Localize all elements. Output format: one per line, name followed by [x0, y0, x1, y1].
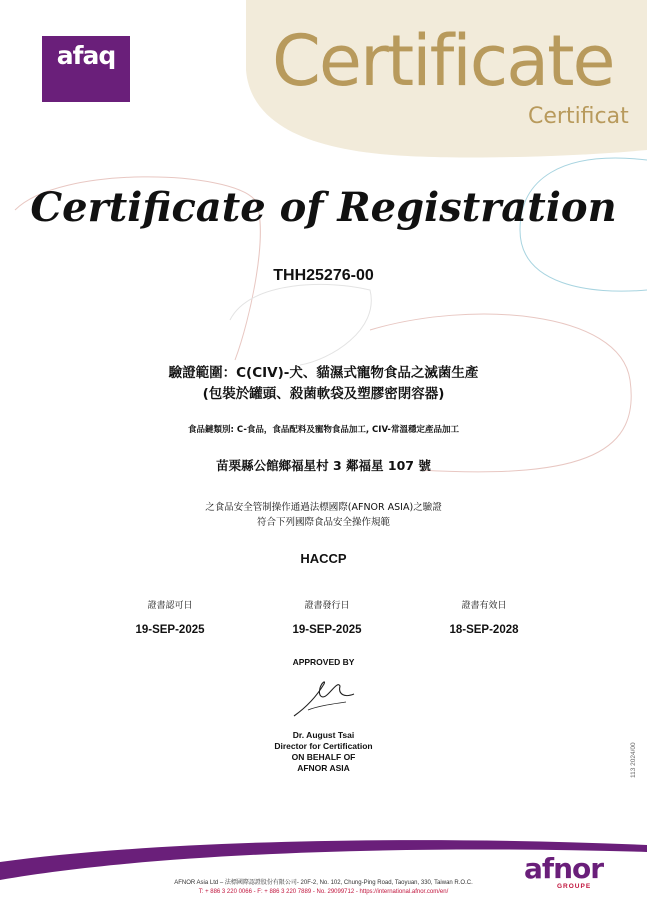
- date-value-expiry: 18-SEP-2028: [449, 624, 519, 636]
- date-value-issue: 19-SEP-2025: [292, 624, 362, 636]
- date-label-expiry: 證書有效日: [461, 601, 507, 611]
- signature: [288, 676, 368, 721]
- scope-block: [0, 363, 647, 405]
- certificate-heading-large: Certificate: [272, 20, 614, 102]
- date-label-issue: 證書發行日: [304, 601, 350, 611]
- certificate-number: THH25276-00: [273, 267, 374, 284]
- approved-by-label: APPROVED BY: [292, 657, 355, 667]
- decor-curve-center: [230, 284, 371, 365]
- scope-line-1: 驗證範圍：C(CIV)-犬、貓濕式寵物食品之滅菌生產: [168, 365, 479, 381]
- signer-org: AFNOR ASIA: [297, 763, 350, 773]
- signer-block: [0, 730, 647, 774]
- footer-address: AFNOR Asia Ltd – 法標國際認證股份有限公司- 20F-2, No. 102, Chung-Ping Road, Taoyuan, 330, Taiwan R.O.C.: [174, 880, 473, 886]
- signer-name: Dr. August Tsai: [292, 730, 355, 740]
- food-chain-category: 食品鏈類別: C-食品，食品配料及寵物食品加工, CIV-常溫穩定產品加工: [188, 425, 459, 435]
- site-address: 苗栗縣公館鄉福星村 3 鄰福星 107 號: [216, 458, 431, 473]
- afaq-logo: [42, 36, 130, 102]
- afnor-logo: afnor: [524, 852, 604, 885]
- scope-line-2: (包裝於罐頭、殺菌軟袋及塑膠密閉容器): [202, 386, 445, 402]
- on-behalf-label: ON BEHALF OF: [291, 752, 356, 762]
- statement-line-2: 符合下列國際食品安全操作規範: [256, 517, 390, 528]
- statement-line-1: 之食品安全管制操作通過法標國際(AFNOR ASIA)之驗證: [205, 502, 442, 513]
- standard-name: HACCP: [300, 551, 347, 566]
- date-value-approval: 19-SEP-2025: [135, 624, 205, 636]
- afnor-logo-subtext: GROUPE: [557, 883, 592, 890]
- signer-title: Director for Certification: [274, 741, 373, 751]
- footer: [0, 879, 647, 897]
- date-label-approval: 證書認可日: [147, 601, 193, 611]
- certificate-heading-small: Certificat: [528, 104, 629, 129]
- footer-contact: T: + 886 3 220 0066 - F: + 886 3 220 7889 - No. 29099712 - https://international.afnor.com/en/: [198, 889, 449, 895]
- page-title: Certificate of Registration: [30, 184, 617, 231]
- document-code: 113 2024/00: [630, 742, 637, 778]
- certification-statement: [0, 500, 647, 530]
- afaq-logo-text: afaq: [56, 41, 116, 70]
